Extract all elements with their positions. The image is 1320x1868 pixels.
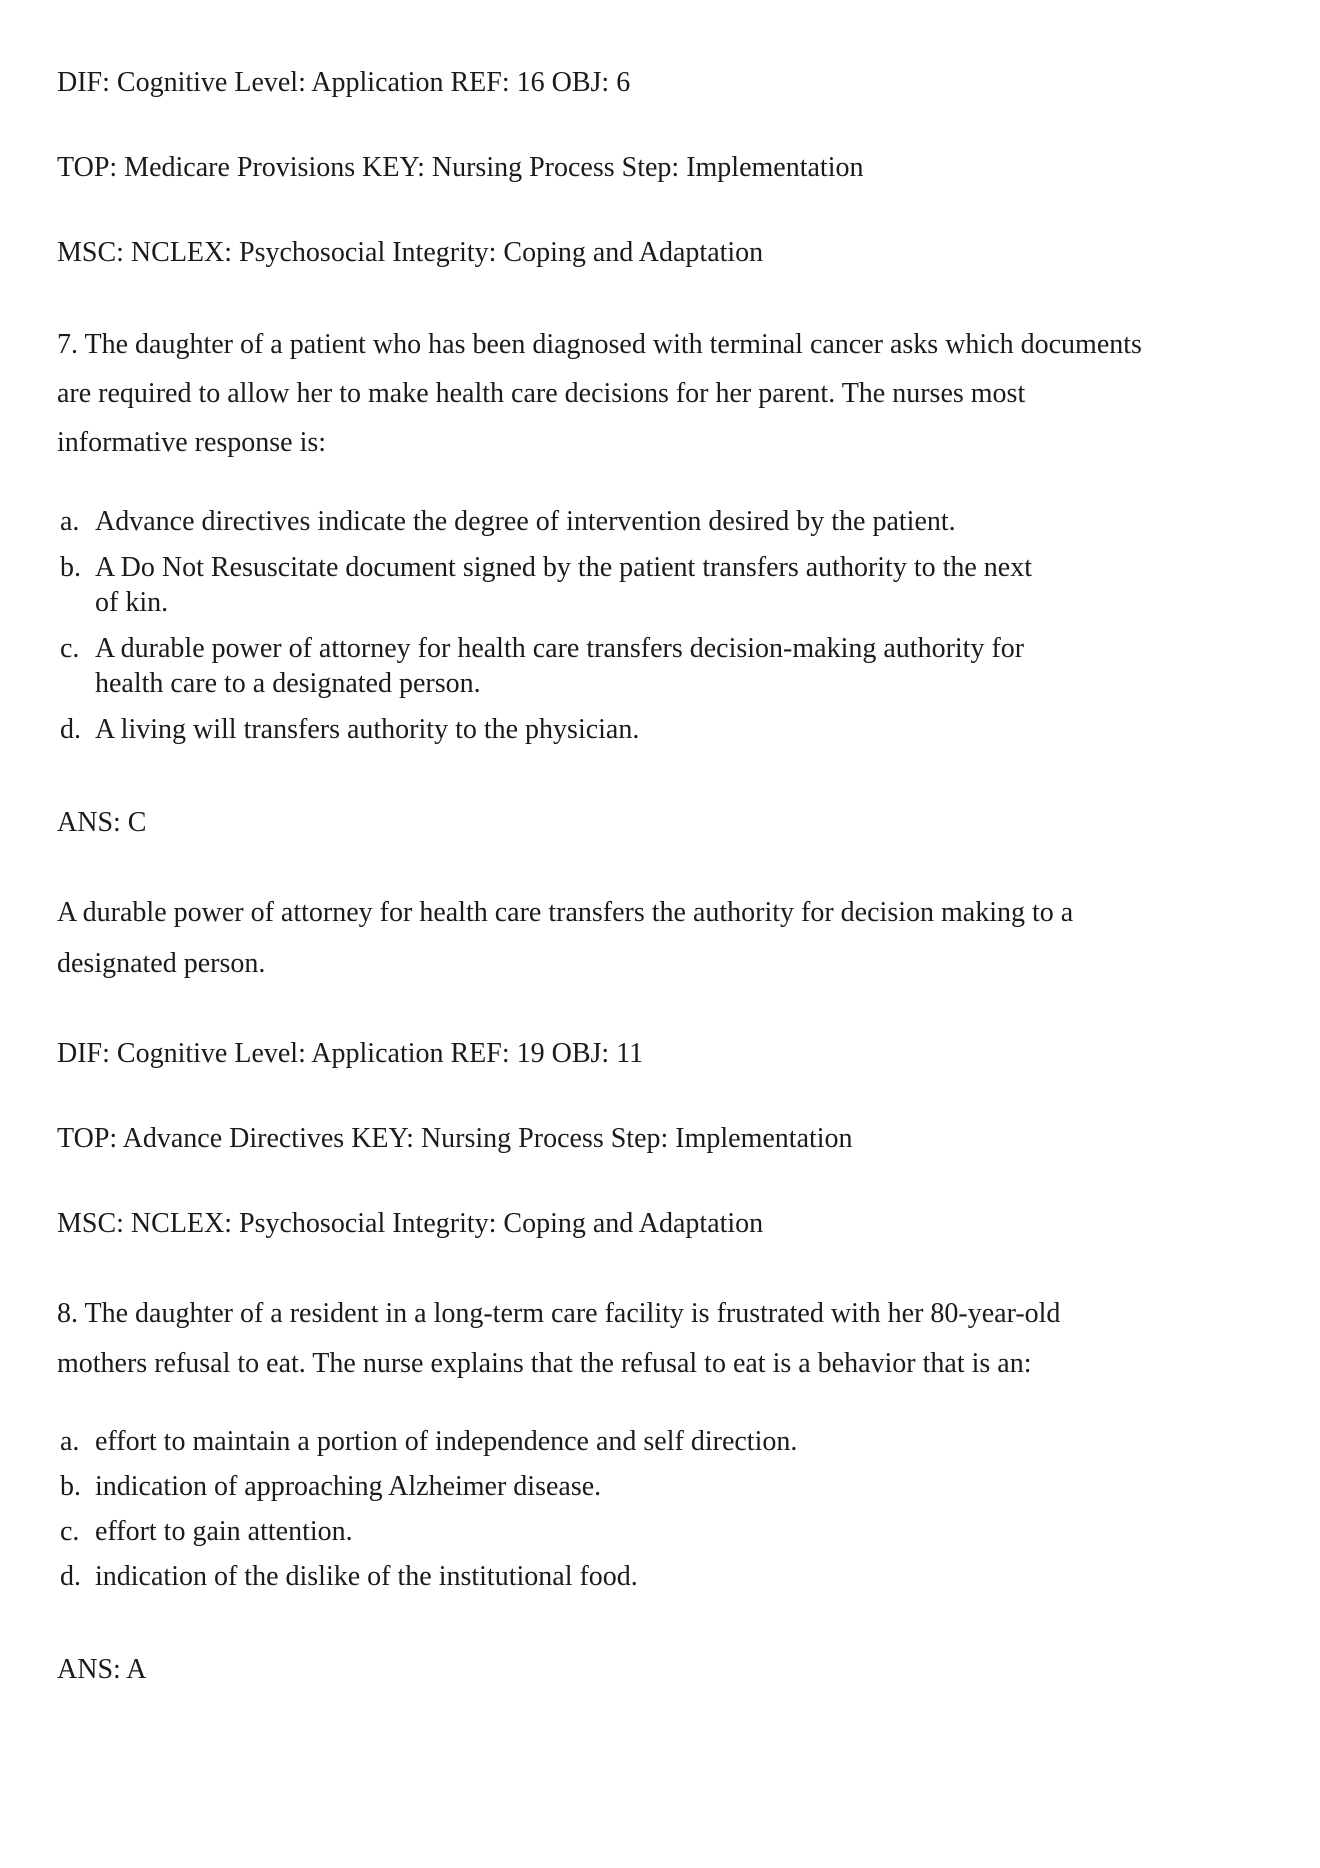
question-7-answer: ANS: C (57, 807, 147, 838)
question-7-stem (57, 320, 1275, 467)
meta-dif-line: DIF: Cognitive Level: Application REF: 19 OBJ: 11 (57, 1038, 644, 1069)
option-letter: d. (60, 1561, 81, 1592)
meta-top-line: TOP: Medicare Provisions KEY: Nursing Process Step: Implementation (57, 152, 864, 183)
question-7-stem-line-2: are required to allow her to make health care decisions for her parent. The nurses most (57, 378, 1026, 409)
question-7-stem-line-1: 7. The daughter of a patient who has been diagnosed with terminal cancer asks which documents (57, 329, 1142, 360)
option-text-line: A durable power of attorney for health care transfers decision-making authority for (95, 633, 1025, 664)
option-text (95, 1559, 1275, 1594)
rationale-line-1: A durable power of attorney for health care transfers the authority for decision making to a (57, 897, 1074, 928)
option-letter: c. (60, 1516, 80, 1547)
question-8-option-d (57, 1559, 1275, 1594)
option-text (95, 1469, 1275, 1504)
option-letter: d. (60, 714, 81, 745)
question-7-option-c (57, 631, 1275, 701)
question-8-stem (57, 1289, 1275, 1389)
meta-msc-line: MSC: NCLEX: Psychosocial Integrity: Coping and Adaptation (57, 1208, 764, 1239)
option-letter: c. (60, 633, 80, 664)
option-letter: a. (60, 506, 80, 537)
option-text-line: indication of the dislike of the institutional food. (95, 1561, 638, 1592)
option-text (95, 504, 1275, 539)
option-text (95, 712, 1275, 747)
option-letter: b. (60, 1471, 81, 1502)
option-letter: a. (60, 1426, 80, 1457)
question-7-option-d (57, 712, 1275, 747)
option-text-line: Advance directives indicate the degree of intervention desired by the patient. (95, 506, 956, 537)
meta-top-line: TOP: Advance Directives KEY: Nursing Process Step: Implementation (57, 1123, 853, 1154)
option-text (95, 1424, 1275, 1459)
question-7-options (57, 504, 1275, 747)
question-8-stem-line-1: 8. The daughter of a resident in a long-term care facility is frustrated with her 80-year-old (57, 1298, 1061, 1329)
meta-dif-line: DIF: Cognitive Level: Application REF: 16 OBJ: 6 (57, 67, 631, 98)
question-7-rationale (57, 887, 1275, 989)
question-8-option-c (57, 1514, 1275, 1549)
question-7-stem-line-3: informative response is: (57, 427, 327, 458)
option-text-line: A Do Not Resuscitate document signed by the patient transfers authority to the next (95, 552, 1033, 583)
option-text (95, 631, 1275, 701)
rationale-line-2: designated person. (57, 948, 266, 979)
option-text-line: indication of approaching Alzheimer disease. (95, 1471, 602, 1502)
option-text (95, 550, 1275, 620)
question-8-stem-line-2: mothers refusal to eat. The nurse explains that the refusal to eat is a behavior that is an: (57, 1348, 1032, 1379)
question-7-option-a (57, 504, 1275, 539)
question-8-answer: ANS: A (57, 1654, 147, 1685)
option-text (95, 1514, 1275, 1549)
option-text-line: effort to maintain a portion of independence and self direction. (95, 1426, 798, 1457)
question-8-option-b (57, 1469, 1275, 1504)
option-text-line: effort to gain attention. (95, 1516, 353, 1547)
meta-msc-line: MSC: NCLEX: Psychosocial Integrity: Coping and Adaptation (57, 237, 764, 268)
option-text-line: of kin. (95, 587, 169, 618)
question-8-option-a (57, 1424, 1275, 1459)
question-8-options (57, 1424, 1275, 1594)
option-text-line: A living will transfers authority to the physician. (95, 714, 640, 745)
option-letter: b. (60, 552, 81, 583)
question-7-option-b (57, 550, 1275, 620)
option-text-line: health care to a designated person. (95, 668, 481, 699)
